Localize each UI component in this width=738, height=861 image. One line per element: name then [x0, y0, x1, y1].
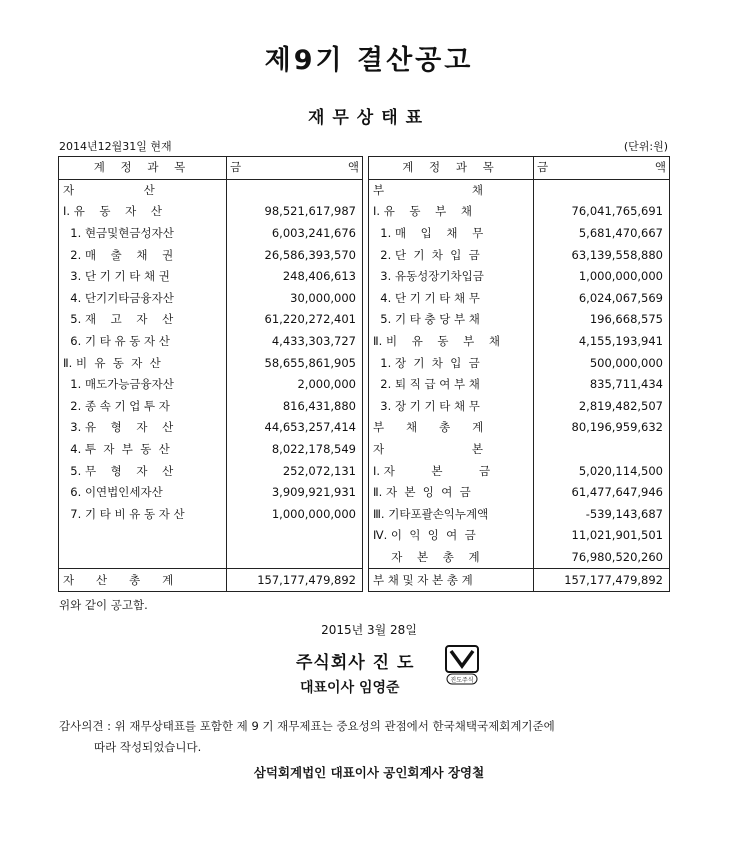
right-amount-cell	[534, 439, 670, 461]
left-amount-cell: 30,000,000	[227, 288, 363, 310]
left-account-cell: 자 산	[59, 179, 227, 201]
right-amount-cell: 11,021,901,501	[534, 525, 670, 547]
right-account-cell: Ⅰ. 자 본 금	[369, 460, 534, 482]
left-account-cell: 3. 단 기 기 타 채 권	[59, 266, 227, 288]
table-row	[59, 374, 670, 396]
balance-sheet-body	[59, 179, 670, 591]
table-header-row	[59, 157, 670, 180]
right-amount-cell: 63,139,558,880	[534, 244, 670, 266]
left-account-cell: 6. 기 타 유 동 자 산	[59, 331, 227, 353]
table-row	[59, 331, 670, 353]
right-account-cell: 4. 단 기 기 타 채 무	[369, 288, 534, 310]
right-amount-cell: 4,155,193,941	[534, 331, 670, 353]
left-account-cell: 2. 매 출 채 권	[59, 244, 227, 266]
right-amount-cell: 835,711,434	[534, 374, 670, 396]
left-amount-cell: 3,909,921,931	[227, 482, 363, 504]
left-amount-cell: 157,177,479,892	[227, 569, 363, 592]
table-row	[59, 504, 670, 526]
right-amount-cell: 6,024,067,569	[534, 288, 670, 310]
right-amount-cell: 5,020,114,500	[534, 460, 670, 482]
statement-title: 재무상태표	[307, 108, 431, 128]
right-account-cell: Ⅱ. 자 본 잉 여 금	[369, 482, 534, 504]
right-account-cell: 1. 장 기 차 입 금	[369, 352, 534, 374]
table-row	[59, 352, 670, 374]
left-account-cell: 1. 매도가능금융자산	[59, 374, 227, 396]
table-row	[59, 201, 670, 223]
right-amount-header	[534, 157, 670, 180]
left-amount-cell: 44,653,257,414	[227, 417, 363, 439]
notice-date: 2015년 3월 28일	[321, 623, 417, 637]
left-amount-cell	[227, 547, 363, 569]
left-amount-cell: 61,220,272,401	[227, 309, 363, 331]
right-amount-cell: -539,143,687	[534, 504, 670, 526]
right-account-cell: 3. 유동성장기차입금	[369, 266, 534, 288]
right-amount-cell: 500,000,000	[534, 352, 670, 374]
table-row	[59, 482, 670, 504]
table-row	[59, 569, 670, 592]
table-row	[59, 266, 670, 288]
left-amount-cell	[227, 525, 363, 547]
ceo-name: 대표이사 임영준	[300, 680, 400, 696]
balance-sheet-table	[58, 156, 670, 592]
company-seal-logo	[445, 645, 479, 685]
right-account-cell: 1. 매 입 채 무	[369, 223, 534, 245]
left-account-cell: 1. 현금및현금성자산	[59, 223, 227, 245]
left-account-cell	[59, 525, 227, 547]
left-amount-cell: 4,433,303,727	[227, 331, 363, 353]
table-row	[59, 547, 670, 569]
left-account-cell: 5. 무 형 자 산	[59, 460, 227, 482]
right-amount-cell: 76,980,520,260	[534, 547, 670, 569]
left-amount-cell: 1,000,000,000	[227, 504, 363, 526]
table-row	[59, 223, 670, 245]
left-amount-cell: 8,022,178,549	[227, 439, 363, 461]
right-amount-cell: 76,041,765,691	[534, 201, 670, 223]
table-row	[59, 460, 670, 482]
table-row	[59, 244, 670, 266]
left-account-cell: 4. 투 자 부 동 산	[59, 439, 227, 461]
right-account-cell: 부 채 및 자 본 총 계	[369, 569, 534, 592]
right-account-header: 계 정 과 목	[369, 157, 534, 180]
table-row	[59, 396, 670, 418]
left-amount-cell: 252,072,131	[227, 460, 363, 482]
right-account-cell: 부 채 총 계	[369, 417, 534, 439]
table-row	[59, 309, 670, 331]
left-account-cell: 4. 단기기타금융자산	[59, 288, 227, 310]
left-account-cell: 7. 기 타 비 유 동 자 산	[59, 504, 227, 526]
left-account-cell: 2. 종 속 기 업 투 자	[59, 396, 227, 418]
right-amount-cell: 1,000,000,000	[534, 266, 670, 288]
right-account-cell: Ⅰ. 유 동 부 채	[369, 201, 534, 223]
right-amount-cell: 80,196,959,632	[534, 417, 670, 439]
audit-opinion-line-2: 따라 작성되었습니다.	[94, 740, 202, 754]
right-account-cell: 부 채	[369, 179, 534, 201]
left-account-header: 계 정 과 목	[59, 157, 227, 180]
left-amount-cell: 58,655,861,905	[227, 352, 363, 374]
auditor-signature: 삼덕회계법인 대표이사 공인회계사 장영철	[253, 765, 485, 780]
right-amount-cell: 196,668,575	[534, 309, 670, 331]
right-amount-cell	[534, 179, 670, 201]
left-amount-header-prefix: 금	[230, 160, 242, 174]
notice-title: 제9기 결산공고	[264, 45, 474, 76]
right-amount-header-prefix: 금	[537, 160, 549, 174]
right-amount-cell: 157,177,479,892	[534, 569, 670, 592]
right-amount-cell: 61,477,647,946	[534, 482, 670, 504]
right-account-cell: Ⅱ. 비 유 동 부 채	[369, 331, 534, 353]
left-account-cell: Ⅱ. 비 유 동 자 산	[59, 352, 227, 374]
right-account-cell: 5. 기 타 충 당 부 채	[369, 309, 534, 331]
company-name: 주식회사 진 도	[296, 653, 415, 673]
left-amount-cell: 26,586,393,570	[227, 244, 363, 266]
table-row	[59, 525, 670, 547]
right-account-cell: Ⅳ. 이 익 잉 여 금	[369, 525, 534, 547]
right-amount-header-suffix: 액	[654, 160, 666, 175]
currency-unit: (단위:원)	[623, 140, 668, 153]
left-account-cell: Ⅰ. 유 동 자 산	[59, 201, 227, 223]
left-amount-cell	[227, 179, 363, 201]
left-account-cell: 5. 재 고 자 산	[59, 309, 227, 331]
left-amount-cell: 2,000,000	[227, 374, 363, 396]
table-row	[59, 417, 670, 439]
left-amount-cell: 6,003,241,676	[227, 223, 363, 245]
left-account-cell: 자 산 총 계	[59, 569, 227, 592]
left-amount-cell: 248,406,613	[227, 266, 363, 288]
left-amount-cell: 816,431,880	[227, 396, 363, 418]
right-amount-cell: 5,681,470,667	[534, 223, 670, 245]
as-of-date: 2014년12월31일 현재	[59, 140, 172, 153]
table-row	[59, 179, 670, 201]
left-account-cell: 6. 이연법인세자산	[59, 482, 227, 504]
left-amount-header-suffix: 액	[347, 160, 359, 175]
left-amount-cell: 98,521,617,987	[227, 201, 363, 223]
right-account-cell: 2. 단 기 차 입 금	[369, 244, 534, 266]
closing-statement: 위와 같이 공고함.	[59, 598, 148, 612]
right-account-cell: 자 본	[369, 439, 534, 461]
left-account-cell	[59, 547, 227, 569]
seal-text: 진도주식	[450, 677, 474, 684]
audit-opinion	[59, 716, 699, 758]
audit-opinion-line-1: 감사의견 : 위 재무상태표를 포함한 제 9 기 재무제표는 중요성의 관점에서 한국채택국제회계기준에	[59, 719, 555, 733]
left-account-cell: 3. 유 형 자 산	[59, 417, 227, 439]
right-account-cell: 자 본 총 계	[369, 547, 534, 569]
right-amount-cell: 2,819,482,507	[534, 396, 670, 418]
left-amount-header	[227, 157, 363, 180]
right-account-cell: Ⅲ. 기타포괄손익누계액	[369, 504, 534, 526]
table-row	[59, 288, 670, 310]
right-account-cell: 2. 퇴 직 급 여 부 채	[369, 374, 534, 396]
table-row	[59, 439, 670, 461]
right-account-cell: 3. 장 기 기 타 채 무	[369, 396, 534, 418]
